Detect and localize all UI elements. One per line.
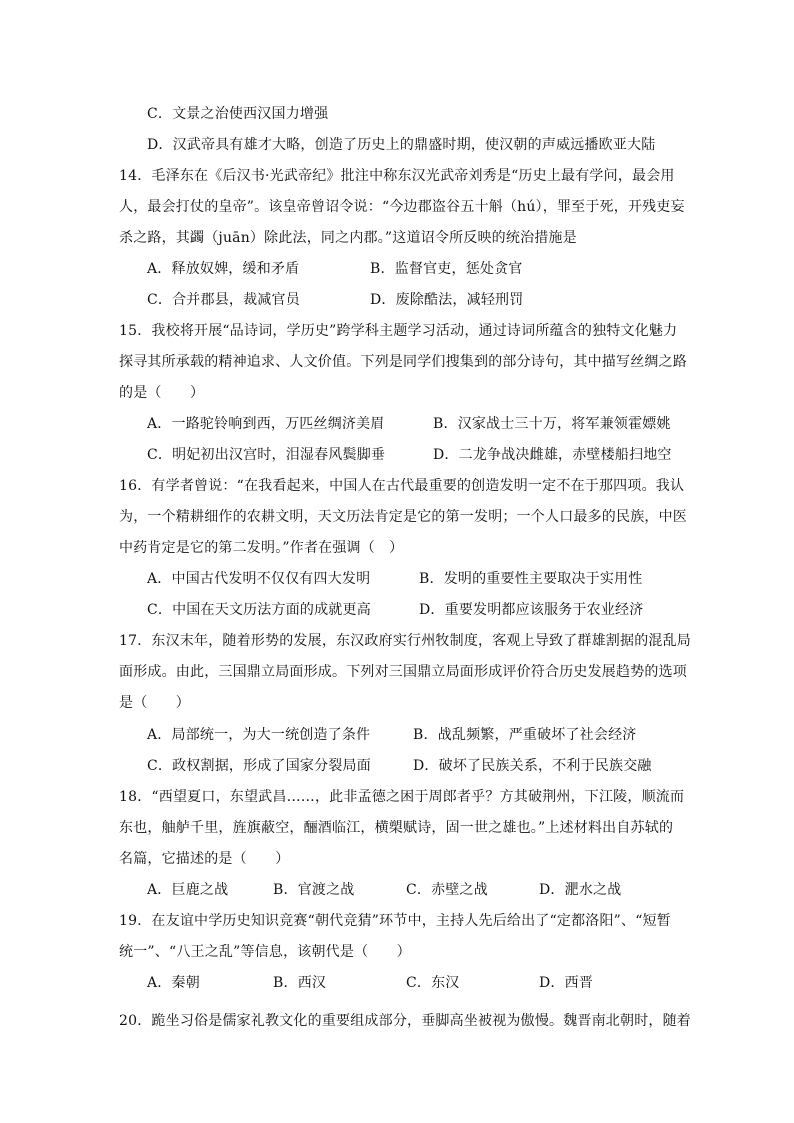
question-15-line-2: 探寻其所承载的精神追求、人文价值。下列是同学们搜集到的部分诗句，其中描写丝绸之路 [119, 354, 687, 370]
question-16-line-1: 16．有学者曾说：“在我看起来，中国人在古代最重要的创造发明一定不在于那四项。我认 [119, 478, 685, 494]
option-15d: D．二龙争战决雌雄，赤壁楼船扫地空 [433, 447, 672, 463]
option-17d: D．破坏了民族关系，不利于民族交融 [413, 758, 652, 774]
question-20-line-1: 20．跪坐习俗是儒家礼教文化的重要组成部分，垂脚高坐被视为傲慢。魏晋南北朝时，随着 [119, 1013, 692, 1029]
option-15c: C．明妃初出汉宫时，泪湿春风鬓脚垂 [147, 447, 386, 463]
question-17-line-2: 面形成。由此，三国鼎立局面形成。下列对三国鼎立局面形成评价符合历史发展趋势的选项 [119, 664, 687, 680]
question-17-line-3: 是（ ） [119, 695, 190, 711]
option-17c: C．政权割据，形成了国家分裂局面 [147, 758, 371, 774]
question-16-line-3: 中药肯定是它的第二发明。”作者在强调（ ） [119, 540, 404, 556]
option-17a: A．局部统一，为大一统创造了条件 [147, 727, 371, 743]
option-16d: D．重要发明都应该服务于农业经济 [419, 602, 644, 618]
question-19-line-1: 19．在友谊中学历史知识竞赛“朝代竞猜”环节中，主持人先后给出了“定都洛阳”、“短暂 [119, 913, 671, 929]
question-18-line-1: 18．“西望夏口，东望武昌……，此非孟德之困于周郎者乎？方其破荆州，下江陵，顺流而 [119, 789, 685, 805]
option-19c: C．东汉 [406, 975, 460, 991]
question-18-line-2: 东也，舳舻千里，旌旗蔽空，酾酒临江，横槊赋诗，固一世之雄也。”上述材料出自苏轼的 [119, 820, 674, 836]
option-15a: A．一路驼铃响到西，万匹丝绸济美眉 [147, 416, 385, 432]
option-13c: C．文景之治使西汉国力增强 [147, 106, 329, 122]
option-13d: D．汉武帝具有雄才大略，创造了历史上的鼎盛时期，使汉朝的声威远播欧亚大陆 [147, 137, 656, 153]
option-18a: A．巨鹿之战 [147, 882, 229, 898]
option-19d: D．西晋 [539, 975, 594, 991]
question-18-line-3: 名篇，它描述的是（ ） [119, 851, 290, 867]
question-15-line-3: 的是（ ） [119, 385, 205, 401]
option-17b: B．战乱频繁，严重破坏了社会经济 [413, 727, 637, 743]
question-14-line-1: 14．毛泽东在《后汉书·光武帝纪》批注中称东汉光武帝刘秀是“历史上最有学问，最会用 [119, 168, 675, 184]
question-17-line-1: 17．东汉末年，随着形势的发展，东汉政府实行州牧制度，客观上导致了群雄割据的混乱局 [119, 633, 692, 649]
question-14-line-3: 杀之路，其蠲（juān）除此法，同之内郡。”这道诏令所反映的统治措施是 [119, 230, 577, 246]
question-14-line-2: 人，最会打仗的皇帝”。该皇帝曾诏令说：“今边郡盗谷五十斛（hú），罪至于死，开残吏妄 [119, 199, 685, 215]
option-16c: C．中国在天文历法方面的成就更高 [147, 602, 371, 618]
question-19-line-2: 统一”、“八王之乱”等信息，该朝代是（ ） [119, 944, 411, 960]
option-18c: C．赤壁之战 [406, 882, 488, 898]
option-14a: A．释放奴婢，缓和矛盾 [147, 261, 300, 277]
option-16b: B．发明的重要性主要取决于实用性 [419, 571, 643, 587]
option-14c: C．合并郡县，裁减官员 [147, 292, 300, 308]
option-14d: D．废除酷法，减轻刑罚 [370, 292, 524, 308]
option-19b: B．西汉 [273, 975, 327, 991]
question-15-line-1: 15．我校将开展“品诗词，学历史”跨学科主题学习活动，通过诗词所蕴含的独特文化魅力 [119, 323, 678, 339]
option-18b: B．官渡之战 [273, 882, 355, 898]
option-16a: A．中国古代发明不仅仅有四大发明 [147, 571, 371, 587]
option-15b: B．汉家战士三十万，将军兼领霍嫖姚 [433, 416, 671, 432]
option-18d: D．淝水之战 [539, 882, 622, 898]
option-14b: B．监督官吏，惩处贪官 [370, 261, 523, 277]
option-19a: A．秦朝 [147, 975, 200, 991]
question-16-line-2: 为，一个精耕细作的农耕文明，天文历法肯定是它的第一发明；一个人口最多的民族，中医 [119, 509, 687, 525]
